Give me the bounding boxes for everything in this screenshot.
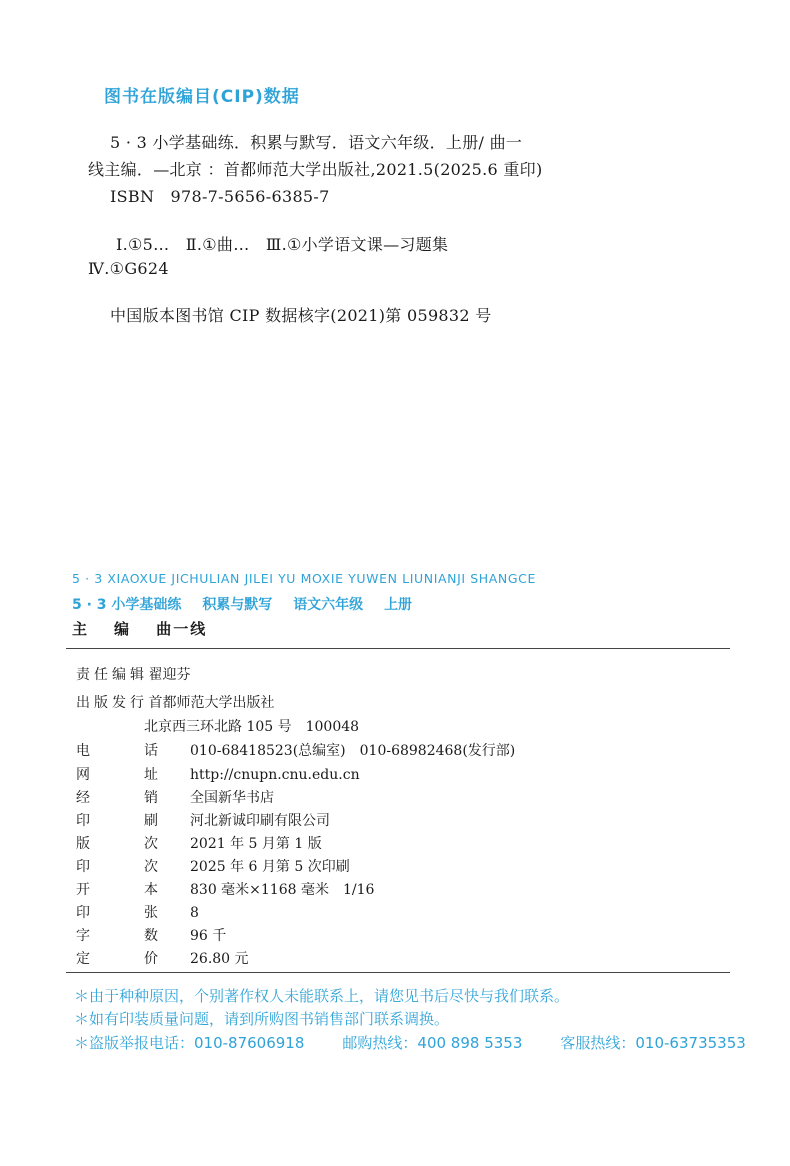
- cip-line-1: 5 · 3 小学基础练．积累与默写．语文六年级．上册/ 曲一: [110, 133, 523, 152]
- meta-value: 2021 年 5 月第 1 版: [190, 836, 322, 852]
- meta-label: 刷: [144, 813, 158, 829]
- meta-value: 830 毫米×1168 毫米 1/16: [190, 882, 375, 898]
- meta-value: 8: [190, 905, 199, 921]
- book-title-part: 积累与默写: [202, 597, 273, 613]
- meta-label: 数: [144, 928, 158, 944]
- notice-copyright: ＊由于种种原因，个别著作权人未能联系上，请您见书后尽快与我们联系。: [74, 987, 570, 1005]
- divider-top: [66, 648, 730, 649]
- meta-label: 网: [76, 767, 90, 783]
- meta-label: 字: [76, 928, 90, 944]
- meta-label: 印: [76, 813, 90, 829]
- meta-label: 定: [76, 951, 90, 967]
- meta-value: 河北新诚印刷有限公司: [190, 813, 330, 829]
- meta-format: [76, 879, 374, 899]
- book-pinyin-title: 5 · 3 XIAOXUE JICHULIAN JILEI YU MOXIE YUWEN LIUNIANJI SHANGCE: [72, 571, 536, 586]
- meta-value: 010-68418523(总编室) 010-68982468(发行部): [190, 743, 516, 759]
- meta-printer: [76, 810, 330, 830]
- book-title: [72, 594, 428, 614]
- meta-label: 经: [76, 790, 90, 806]
- meta-label: 价: [144, 951, 158, 967]
- cip-class-1: Ⅰ.①5… Ⅱ.①曲… Ⅲ.①小学语文课—习题集: [116, 235, 449, 254]
- meta-label: 张: [144, 905, 158, 921]
- meta-label: 开: [76, 882, 90, 898]
- meta-label: 本: [144, 882, 158, 898]
- meta-label: 责任编辑: [76, 667, 144, 683]
- meta-label: 次: [144, 859, 158, 875]
- customer-service-hotline: 客服热线：010-63735353: [560, 1034, 746, 1052]
- notice-quality: ＊如有印装质量问题，请到所购图书销售部门联系调换。: [74, 1010, 450, 1028]
- book-title-part: 5 · 3 小学基础练: [72, 597, 182, 613]
- meta-edition: [76, 833, 322, 853]
- meta-label: 销: [144, 790, 158, 806]
- meta-label: 址: [144, 767, 158, 783]
- chief-editor-name: 曲一线: [156, 620, 208, 638]
- meta-label: 印: [76, 905, 90, 921]
- book-title-part: 语文六年级: [293, 597, 364, 613]
- meta-value: 2025 年 6 月第 5 次印刷: [190, 859, 350, 875]
- meta-label: 印: [76, 859, 90, 875]
- divider-bottom: [66, 972, 730, 973]
- meta-website: [76, 764, 360, 784]
- meta-printing: [76, 856, 350, 876]
- mail-order-hotline: 邮购热线：400 898 5353: [342, 1034, 523, 1052]
- book-title-part: 上册: [384, 597, 413, 613]
- meta-label: 出版发行: [76, 695, 144, 711]
- meta-value: 26.80 元: [190, 951, 249, 967]
- meta-distributor: [76, 787, 274, 807]
- meta-label: 次: [144, 836, 158, 852]
- meta-value: 96 千: [190, 928, 227, 944]
- piracy-hotline: ＊盗版举报电话：010-87606918: [74, 1034, 305, 1052]
- meta-price: [76, 948, 249, 968]
- cip-title: 图书在版编目(CIP)数据: [104, 87, 300, 107]
- meta-value: 首都师范大学出版社: [148, 695, 275, 711]
- meta-publisher: [76, 692, 274, 712]
- meta-words: [76, 925, 226, 945]
- meta-sheets: [76, 902, 199, 922]
- cip-approval: 中国版本图书馆 CIP 数据核字(2021)第 059832 号: [110, 306, 492, 325]
- meta-phone: [76, 740, 515, 760]
- meta-value: 全国新华书店: [190, 790, 274, 806]
- cip-isbn: ISBN 978-7-5656-6385-7: [110, 187, 330, 206]
- meta-label: 电: [76, 743, 90, 759]
- chief-editor: [72, 618, 207, 639]
- meta-address: 北京西三环北路 105 号 100048: [144, 719, 360, 735]
- meta-label: 话: [144, 743, 158, 759]
- meta-label: 版: [76, 836, 90, 852]
- chief-editor-label: 主 编: [72, 620, 136, 638]
- cip-class-2: Ⅳ.①G624: [88, 259, 169, 278]
- cip-line-2: 线主编．—北京 ：首都师范大学出版社,2021.5(2025.6 重印): [88, 160, 543, 179]
- meta-value: 翟迎芬: [148, 667, 191, 683]
- meta-value-link: http://cnupn.cnu.edu.cn: [190, 767, 360, 783]
- meta-responsible-editor: [76, 664, 190, 684]
- notice-contacts: [74, 1032, 746, 1053]
